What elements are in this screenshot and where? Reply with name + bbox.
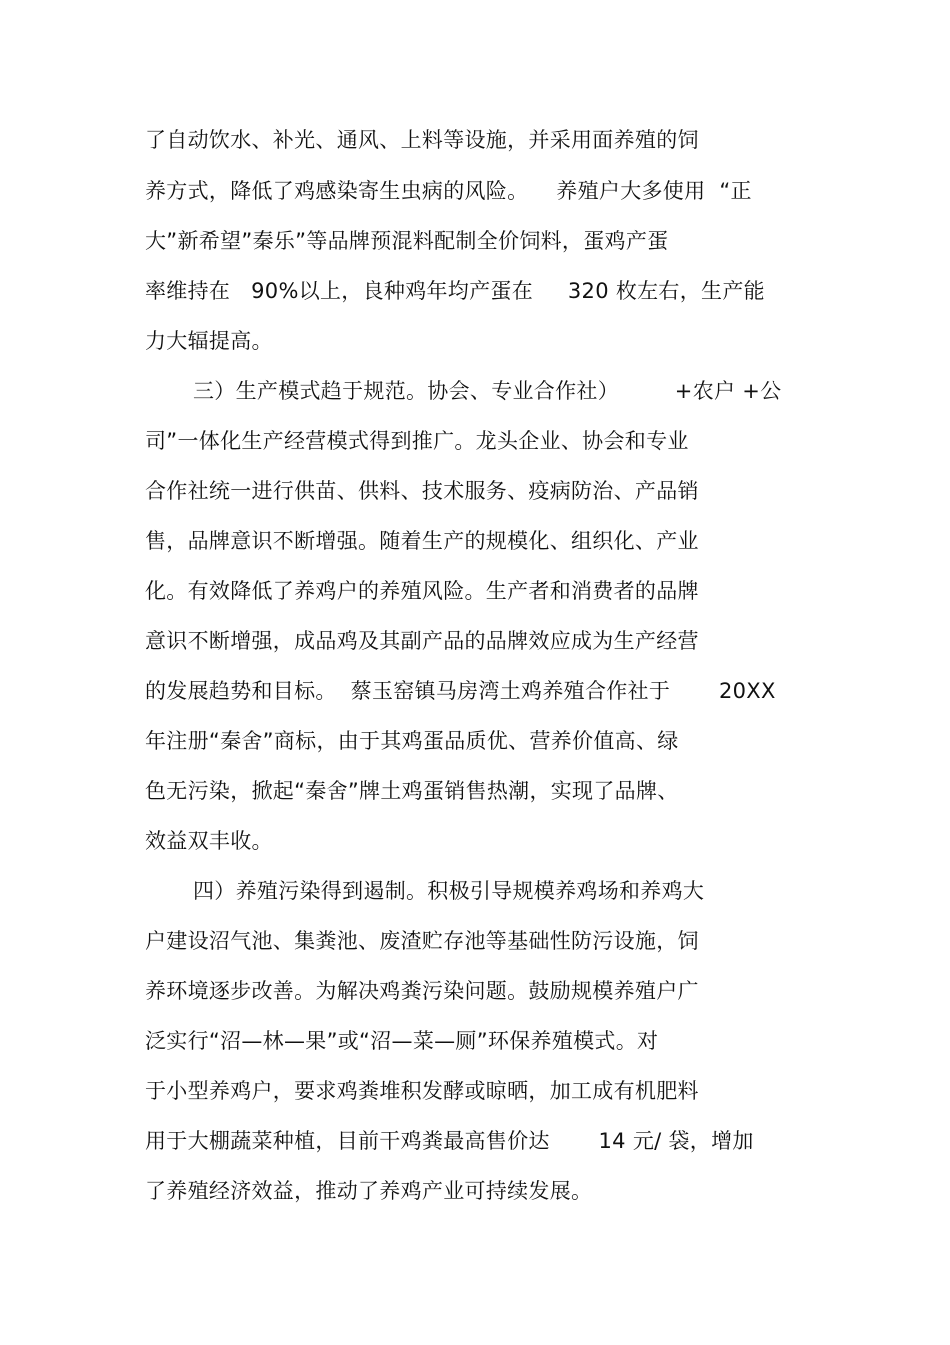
text-line: 司”一体化生产经营模式得到推广。龙头企业、协会和专业 xyxy=(145,429,689,453)
text-line: 力大辐提高。 xyxy=(145,329,273,353)
text-line: 年注册“秦舍”商标，由于其鸡蛋品质优、营养价值高、绿 xyxy=(145,729,679,753)
text-line: 养方式，降低了鸡感染寄生虫病的风险。 养殖户大多使用 “正 xyxy=(145,179,752,203)
text-line: 售，品牌意识不断增强。随着生产的规模化、组织化、产业 xyxy=(145,529,699,553)
text-line: 意识不断增强，成品鸡及其副产品的品牌效应成为生产经营 xyxy=(145,629,699,653)
text-line: 户建设沼气池、集粪池、废渣贮存池等基础性防污设施，饲 xyxy=(145,929,699,953)
text-line: 用于大棚蔬菜种植，目前干鸡粪最高售价达 14 元/ 袋，增加 xyxy=(145,1129,754,1153)
text-line: 率维持在 90%以上，良种鸡年均产蛋在 320 枚左右，生产能 xyxy=(145,279,765,303)
text-line: 于小型养鸡户，要求鸡粪堆积发酵或晾晒，加工成有机肥料 xyxy=(145,1079,699,1103)
text-line: 色无污染，掀起“秦舍”牌土鸡蛋销售热潮，实现了品牌、 xyxy=(145,779,679,803)
section-heading-line: 三）生产模式趋于规范。协会、专业合作社） +农户 +公 xyxy=(193,379,782,403)
text-line: 合作社统一进行供苗、供料、技术服务、疫病防治、产品销 xyxy=(145,479,699,503)
text-line: 大”新希望”秦乐”等品牌预混料配制全价饲料，蛋鸡产蛋 xyxy=(145,229,669,253)
text-line: 了自动饮水、补光、通风、上料等设施，并采用面养殖的饲 xyxy=(145,128,699,152)
text-line: 效益双丰收。 xyxy=(145,829,273,853)
section-heading-line: 四）养殖污染得到遏制。积极引导规模养鸡场和养鸡大 xyxy=(193,879,705,903)
text-line: 了养殖经济效益，推动了养鸡产业可持续发展。 xyxy=(145,1179,593,1203)
text-line: 泛实行“沼—林—果”或“沼—菜—厕”环保养殖模式。对 xyxy=(145,1029,659,1053)
text-line: 养环境逐步改善。为解决鸡粪污染问题。鼓励规模养殖户广 xyxy=(145,979,699,1003)
text-line: 的发展趋势和目标。 蔡玉窑镇马房湾土鸡养殖合作社于 20XX xyxy=(145,679,776,703)
text-line: 化。有效降低了养鸡户的养殖风险。生产者和消费者的品牌 xyxy=(145,579,699,603)
